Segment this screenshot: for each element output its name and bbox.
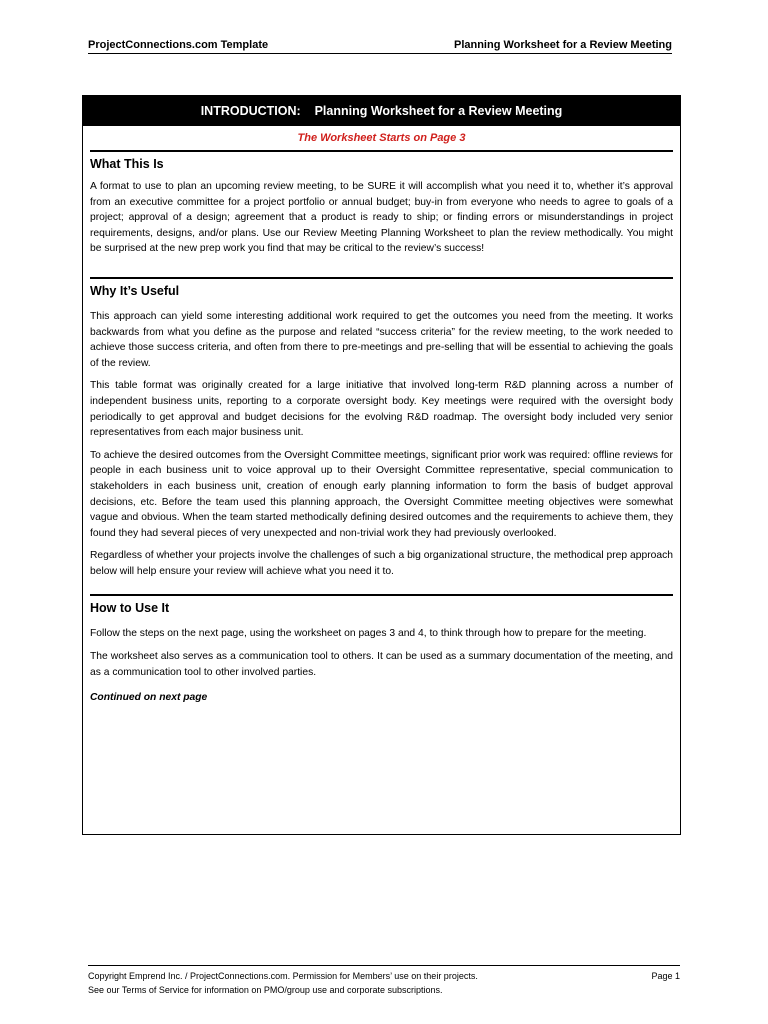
paragraph: Regardless of whether your projects involve the challenges of such a big organizational structure, the methodical prep approach below will help ensure your review will achieve what you need it to. [90, 550, 673, 577]
paragraph: This table format was originally created for a large initiative that involved long-term R&D planning across a number of independent business units, reporting to a corporate oversight body. Key meetings were required with the oversight body periodically to get approval and budget decisions for the evolving R&D roadmap. The oversight body included very senior representatives from each major business unit. [90, 380, 673, 439]
section-heading: What This Is [90, 150, 673, 172]
continued-note: Continued on next page [90, 692, 208, 704]
section-how-to-use-it [83, 594, 680, 703]
page-number: Page 1 [651, 971, 680, 981]
section-heading: Why It’s Useful [90, 277, 673, 299]
paragraph: The worksheet also serves as a communication tool to others. It can be used as a summary documentation of the meeting, and as a communication tool to other involved parties. [90, 651, 673, 678]
page-header [88, 34, 672, 54]
page-footer [88, 965, 680, 997]
copyright-text: Copyright Emprend Inc. / ProjectConnections.com. Permission for Members’ use on their projects. [88, 971, 478, 981]
paragraph: This approach can yield some interesting additional work required to get the outcomes you need from the meeting. It works backwards from what you define as the purpose and related “success criteria” for the review meeting, to the work needed to achieve those success criteria, and often from there to pre-meetings and pre-selling that will be essential to achieving the goals of the review. [90, 310, 673, 369]
paragraph: Follow the steps on the next page, using the worksheet on pages 3 and 4, to think through how to prepare for the meeting. [90, 628, 647, 640]
introduction-box [82, 95, 681, 835]
header-right-text: Planning Worksheet for a Review Meeting [453, 39, 672, 51]
section-heading: How to Use It [90, 594, 673, 616]
intro-title: INTRODUCTION: Planning Worksheet for a Review Meeting [83, 96, 680, 126]
section-what-this-is [83, 150, 680, 257]
paragraph: A format to use to plan an upcoming review meeting, to be SURE it will accomplish what you need it to, whether it’s approval from an executive committee for a project portfolio or annual budget; buy-in from everyone who needs to agree to goals of a project; approval of a design; agreement that a product is ready to ship; or finding errors or misunderstandings in project requirements, designs, and/or plans. Use our Review Meeting Planning Worksheet to plan the review methodically. You might be surprised at the new prep work you find that may be critical to the review’s success! [90, 181, 673, 255]
section-why-its-useful [83, 277, 680, 580]
paragraph: To achieve the desired outcomes from the Oversight Committee meetings, significant prior work was required: offline reviews for people in each business unit to voice approval up to their Oversight Committee representative, special communication to stakeholders in each business unit, creation of enough early planning information to form the basis of budget approval decisions, etc. Before the team used this planning approach, the Oversight Committee meeting objectives were somewhat vague and obvious. When the team started methodically defining desired outcomes and the requirements to achieve them, they found they had several pieces of very unexpected and non-trivial work they had previously overlooked. [90, 449, 673, 539]
terms-text: See our Terms of Service for information on PMO/group use and corporate subscriptions. [88, 985, 443, 995]
intro-subtitle: The Worksheet Starts on Page 3 [297, 132, 466, 144]
header-left-text: ProjectConnections.com Template [88, 39, 269, 51]
